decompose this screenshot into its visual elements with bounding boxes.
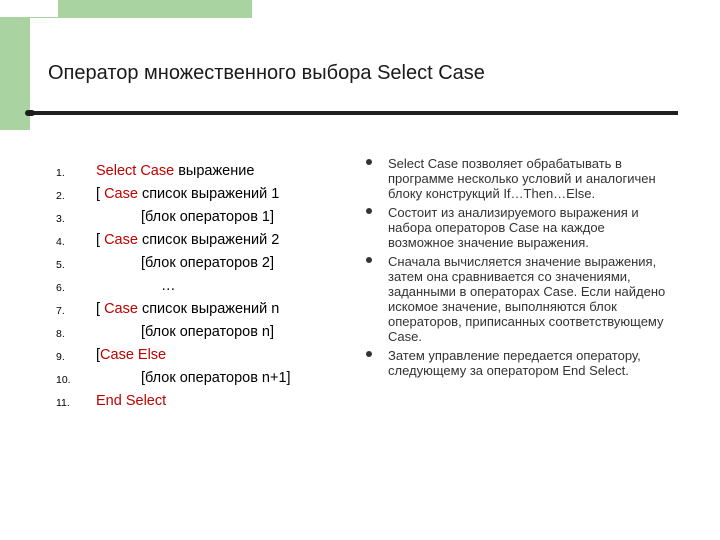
note-text: Сначала вычисляется значение выражения, затем она сравнивается со значениями, заданными в операторах Case. Если найдено искомое значение, выполняются блок операторов, приписанных соответствующему Case.: [388, 254, 666, 344]
code-text: …: [161, 278, 176, 294]
line-number: 7.: [56, 305, 65, 317]
note-item: [366, 254, 666, 344]
code-text: [ Case список выражений n: [96, 301, 280, 317]
code-text: [ Case список выражений 1: [96, 186, 280, 202]
line-number: 2.: [56, 190, 65, 202]
line-number: 1.: [56, 167, 65, 179]
notes-list: [366, 156, 666, 382]
code-text: [блок операторов n+1]: [141, 370, 291, 386]
line-number: 8.: [56, 328, 65, 340]
line-number: 9.: [56, 351, 65, 363]
keyword: End Select: [96, 393, 167, 409]
line-number: 4.: [56, 236, 65, 248]
line-number: 5.: [56, 259, 65, 271]
code-text: [блок операторов 1]: [141, 209, 275, 225]
keyword: Case: [104, 232, 138, 248]
code-text: [блок операторов 2]: [141, 255, 275, 271]
line-number: 11.: [56, 397, 70, 409]
line-number: 3.: [56, 213, 65, 225]
bullet-icon: [366, 208, 372, 214]
decorative-notch: [0, 0, 58, 17]
code-text: [блок операторов n]: [141, 324, 275, 340]
note-item: [366, 205, 666, 250]
note-text: Select Case позволяет обрабатывать в программе несколько условий и аналогичен блоку конструкций If…Then…Else.: [388, 156, 656, 201]
bullet-icon: [366, 351, 372, 357]
bullet-icon: [366, 257, 372, 263]
code-text: [ Case список выражений 2: [96, 232, 280, 248]
bullet-icon: [366, 159, 372, 165]
title-underline: [28, 111, 678, 115]
keyword: Case: [104, 186, 138, 202]
keyword: Select Case: [96, 163, 175, 179]
code-text: [Case Else: [96, 347, 167, 363]
keyword: Case Else: [100, 347, 167, 363]
code-text: [96, 390, 166, 413]
note-item: [366, 348, 666, 378]
line-number: 10.: [56, 374, 71, 386]
keyword: Case: [104, 301, 138, 317]
slide-title: Оператор множественного выбора Select Case: [48, 62, 485, 84]
note-text: Затем управление передается оператору, следующему за оператором End Select.: [388, 348, 641, 378]
note-item: [366, 156, 666, 201]
note-text: Состоит из анализируемого выражения и набора операторов Case на каждое возможное значение выражения.: [388, 205, 639, 250]
line-number: 6.: [56, 282, 65, 294]
code-text: Select Case выражение: [96, 163, 255, 179]
